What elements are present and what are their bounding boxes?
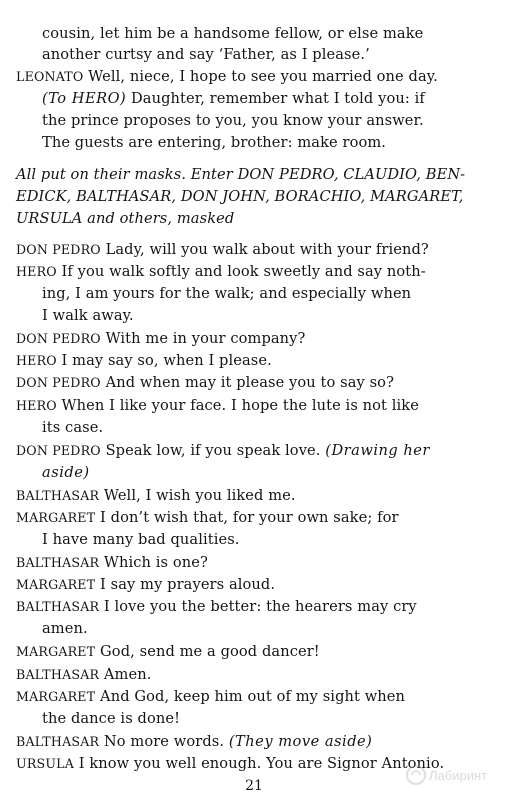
text-line [0,112,508,130]
text-line [0,733,508,751]
text-line [0,531,508,549]
dialogue-text: cousin, let him be a handsome fellow, or else make [42,25,424,42]
dialogue-text: I know you well enough. You are Signor Antonio. [74,755,445,772]
speaker-name: LEONATO [16,69,84,84]
speaker-name: MARGARET [16,510,96,525]
text-line [0,688,508,706]
speaker-name: BALTHASAR [16,555,100,570]
dialogue-text: I may say so, when I please. [56,352,272,369]
dialogue-text: And God, keep him out of my sight when [95,688,406,705]
text-line [0,241,508,259]
text-line [0,666,508,684]
dialogue-text: Amen. [99,666,152,683]
dialogue-text: I have many bad qualities. [42,531,240,548]
dialogue-text: I don’t wish that, for your own sake; for [95,509,399,526]
dialogue-text: I say my prayers aloud. [95,576,276,593]
dialogue-text: When I like your face. I hope the lute is not like [56,397,419,414]
speaker-name: HERO [16,264,57,279]
text-line [0,352,508,370]
text-line [0,46,508,64]
dialogue-text: I love you the better: the hearers may cry [99,598,417,615]
text-line [0,188,508,206]
labirint-logo-icon [404,762,508,790]
speaker-name: DON PEDRO [16,331,101,346]
stage-direction: All put on their masks. Enter DON PEDRO, CLAUDIO, BEN- [16,166,466,183]
svg-text:Лабиринт: Лабиринт [429,768,488,783]
dialogue-text: Daughter, remember what I told you: if [126,90,425,107]
speaker-name: BALTHASAR [16,599,100,614]
speaker-name: DON PEDRO [16,443,101,458]
text-line [0,442,508,460]
dialogue-text: the prince proposes to you, you know your answer. [42,112,424,129]
dialogue-text: amen. [42,620,88,637]
dialogue-text: No more words. [99,733,229,750]
speaker-name: HERO [16,353,57,368]
text-line [0,419,508,437]
speaker-name: MARGARET [16,644,96,659]
text-line [0,487,508,505]
speaker-name: BALTHASAR [16,667,100,682]
speaker-name: BALTHASAR [16,488,100,503]
text-line [0,710,508,728]
text-line [0,374,508,392]
dialogue-text: Well, niece, I hope to see you married one day. [83,68,438,85]
dialogue-text: If you walk softly and look sweetly and say noth- [56,263,426,280]
labirint-watermark [404,762,508,790]
text-line [0,210,508,228]
speaker-name: URSULA [16,756,74,771]
speaker-name: MARGARET [16,689,96,704]
stage-direction: (They move aside) [228,733,373,750]
text-line [0,307,508,325]
text-line [0,598,508,616]
dialogue-text: Speak low, if you speak love. [100,442,326,459]
dialogue-text: Well, I wish you liked me. [99,487,296,504]
page-number: 21 [245,778,263,794]
stage-direction: aside) [42,464,90,481]
speaker-name: DON PEDRO [16,375,101,390]
text-line [0,509,508,527]
speaker-name: HERO [16,398,57,413]
text-line [0,25,508,43]
text-line [0,576,508,594]
text-line [0,166,508,184]
text-line [0,620,508,638]
dialogue-text: And when may it please you to say so? [100,374,394,391]
dialogue-text: The guests are entering, brother: make room. [42,134,387,151]
stage-direction: EDICK, BALTHASAR, DON JOHN, BORACHIO, MARGARET, [16,188,464,205]
speaker-name: BALTHASAR [16,734,100,749]
dialogue-text: With me in your company? [100,330,306,347]
text-line [0,554,508,572]
dialogue-text: another curtsy and say ‘Father, as I please.’ [42,46,370,63]
dialogue-text: ing, I am yours for the walk; and especially when [42,285,412,302]
stage-direction: (Drawing her [325,442,430,459]
dialogue-text: its case. [42,419,104,436]
stage-direction: (To HERO) [42,90,127,107]
text-line [0,68,508,86]
text-line [0,464,508,482]
speaker-name: DON PEDRO [16,242,101,257]
dialogue-text: the dance is done! [42,710,181,727]
text-line [0,263,508,281]
dialogue-text: I walk away. [42,307,134,324]
text-line [0,330,508,348]
text-line [0,397,508,415]
dialogue-text: Which is one? [99,554,208,571]
text-line [0,643,508,661]
stage-direction: URSULA and others, masked [16,210,235,227]
text-line [0,134,508,152]
speaker-name: MARGARET [16,577,96,592]
text-line [0,285,508,303]
dialogue-text: God, send me a good dancer! [95,643,320,660]
text-line [0,90,508,108]
dialogue-text: Lady, will you walk about with your friend? [100,241,429,258]
